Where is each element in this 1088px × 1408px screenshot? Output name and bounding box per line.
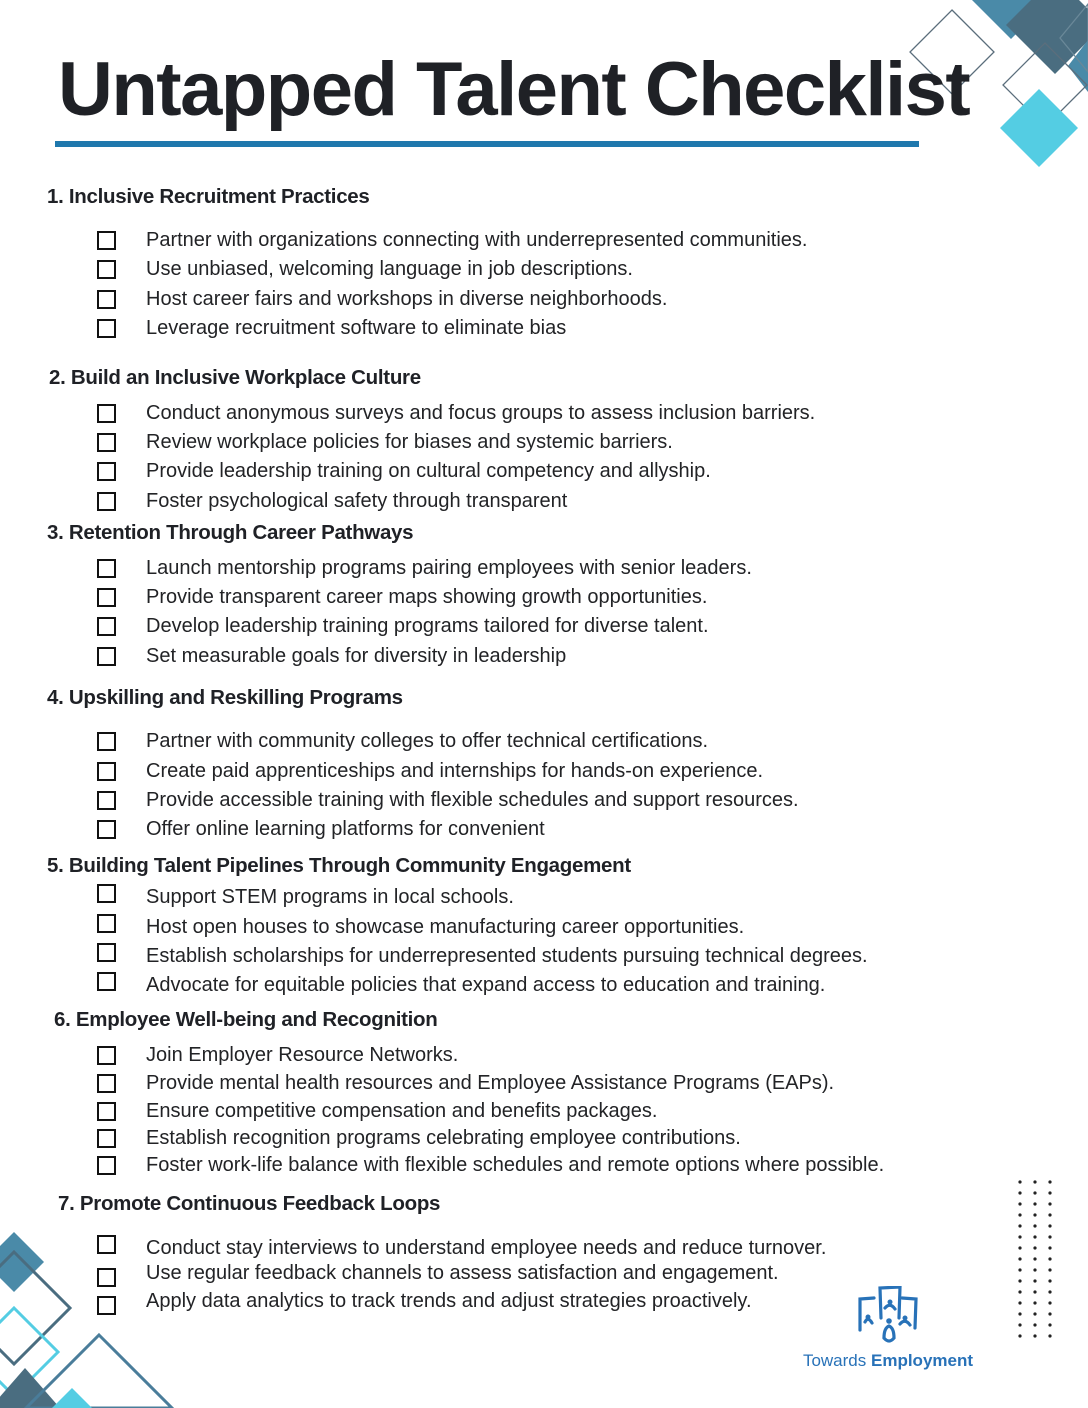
item-text: Provide mental health resources and Employee Assistance Programs (EAPs). [146, 1072, 835, 1094]
title-underline [55, 141, 919, 147]
checkbox[interactable] [97, 617, 116, 636]
item-text: Partner with organizations connecting with underrepresented communities. [146, 229, 808, 251]
checkbox[interactable] [97, 588, 116, 607]
checklist-item[interactable] [97, 1071, 835, 1095]
checklist-item[interactable] [97, 1126, 741, 1150]
checklist-item[interactable] [97, 1043, 459, 1067]
checkbox[interactable] [97, 1046, 116, 1065]
item-text: Create paid apprenticeships and internships for hands-on experience. [146, 760, 764, 782]
checklist-item[interactable] [97, 430, 673, 454]
item-text: Provide accessible training with flexible schedules and support resources. [146, 789, 799, 811]
checkbox[interactable] [97, 462, 116, 481]
section-heading: 4. Upskilling and Reskilling Programs [47, 686, 403, 709]
checklist-item[interactable] [97, 729, 709, 753]
checklist-item[interactable] [97, 644, 567, 668]
logo-word-towards: Towards [802, 1351, 867, 1370]
item-text: Use regular feedback channels to assess satisfaction and engagement. [146, 1262, 779, 1284]
section-heading: 3. Retention Through Career Pathways [47, 521, 414, 544]
item-text: Host career fairs and workshops in diverse neighborhoods. [146, 288, 668, 310]
checkbox[interactable] [97, 290, 116, 309]
checklist-item[interactable] [97, 257, 633, 281]
people-buildings-logo-icon [796, 1286, 980, 1348]
item-text: Join Employer Resource Networks. [146, 1044, 459, 1066]
item-text: Provide leadership training on cultural competency and allyship. [146, 460, 711, 482]
checklist-item[interactable] [97, 817, 545, 841]
checklist-item[interactable] [97, 287, 668, 311]
item-text: Conduct stay interviews to understand employee needs and reduce turnover. [146, 1237, 827, 1259]
checkbox[interactable] [97, 972, 116, 991]
checkbox[interactable] [97, 762, 116, 781]
checkbox[interactable] [97, 791, 116, 810]
item-text: Advocate for equitable policies that expand access to education and training. [146, 974, 826, 996]
checklist-item[interactable] [97, 914, 745, 938]
item-text: Foster psychological safety through transparent [146, 490, 568, 512]
checklist-item[interactable] [97, 1099, 658, 1123]
checkbox[interactable] [97, 559, 116, 578]
item-text: Partner with community colleges to offer technical certifications. [146, 730, 709, 752]
item-text: Ensure competitive compensation and benefits packages. [146, 1100, 658, 1122]
checklist-item[interactable] [97, 459, 711, 483]
checkbox[interactable] [97, 914, 116, 933]
bottom-left-diamond-decoration [0, 1220, 200, 1408]
item-text: Leverage recruitment software to eliminate bias [146, 317, 567, 339]
item-text: Conduct anonymous surveys and focus groups to assess inclusion barriers. [146, 402, 816, 424]
item-text: Foster work-life balance with flexible schedules and remote options where possible. [146, 1154, 885, 1176]
item-text: Set measurable goals for diversity in leadership [146, 645, 567, 667]
checkbox[interactable] [97, 1129, 116, 1148]
section-heading: 7. Promote Continuous Feedback Loops [58, 1192, 441, 1215]
section-heading: 1. Inclusive Recruitment Practices [47, 185, 370, 208]
checkbox[interactable] [97, 433, 116, 452]
checkbox[interactable] [97, 260, 116, 279]
section-heading: 6. Employee Well-being and Recognition [54, 1008, 438, 1031]
checkbox[interactable] [97, 943, 116, 962]
item-text: Support STEM programs in local schools. [146, 886, 514, 908]
item-text: Host open houses to showcase manufacturing career opportunities. [146, 916, 745, 938]
item-text: Launch mentorship programs pairing employees with senior leaders. [146, 557, 752, 579]
checkbox[interactable] [97, 492, 116, 511]
section-heading: 5. Building Talent Pipelines Through Community Engagement [47, 854, 631, 877]
checkbox[interactable] [97, 1156, 116, 1175]
checkbox[interactable] [97, 404, 116, 423]
towards-employment-logo [796, 1286, 980, 1376]
checklist-item[interactable] [97, 943, 868, 967]
item-text: Provide transparent career maps showing growth opportunities. [146, 586, 708, 608]
item-text: Offer online learning platforms for convenient [146, 818, 545, 840]
checklist-item[interactable] [97, 884, 514, 908]
checkbox[interactable] [97, 1074, 116, 1093]
page-title: Untapped Talent Checklist [58, 47, 970, 132]
checkbox[interactable] [97, 820, 116, 839]
item-text: Develop leadership training programs tailored for diverse talent. [146, 615, 709, 637]
checklist-item[interactable] [97, 401, 816, 425]
checklist-item[interactable] [97, 614, 709, 638]
checklist-item[interactable] [97, 759, 764, 783]
checkbox[interactable] [97, 732, 116, 751]
item-text: Review workplace policies for biases and systemic barriers. [146, 431, 673, 453]
checkbox[interactable] [97, 231, 116, 250]
logo-wordmark [796, 1350, 980, 1372]
checklist-item[interactable] [97, 788, 799, 812]
item-text: Establish recognition programs celebrating employee contributions. [146, 1127, 741, 1149]
dot-grid-decoration [1017, 1180, 1057, 1340]
checkbox[interactable] [97, 884, 116, 903]
checklist-item[interactable] [97, 556, 752, 580]
checklist-item[interactable] [97, 972, 826, 996]
logo-word-employment: Employment [871, 1351, 974, 1370]
checklist-item[interactable] [97, 489, 568, 513]
item-text: Use unbiased, welcoming language in job descriptions. [146, 258, 633, 280]
checklist-item[interactable] [97, 1153, 885, 1177]
checkbox[interactable] [97, 319, 116, 338]
item-text: Establish scholarships for underrepresented students pursuing technical degrees. [146, 945, 868, 967]
item-text: Apply data analytics to track trends and adjust strategies proactively. [146, 1290, 752, 1312]
checkbox[interactable] [97, 647, 116, 666]
checklist-item[interactable] [97, 228, 808, 252]
section-heading: 2. Build an Inclusive Workplace Culture [49, 366, 421, 389]
checkbox[interactable] [97, 1102, 116, 1121]
checklist-item[interactable] [97, 316, 567, 340]
checklist-item[interactable] [97, 585, 708, 609]
